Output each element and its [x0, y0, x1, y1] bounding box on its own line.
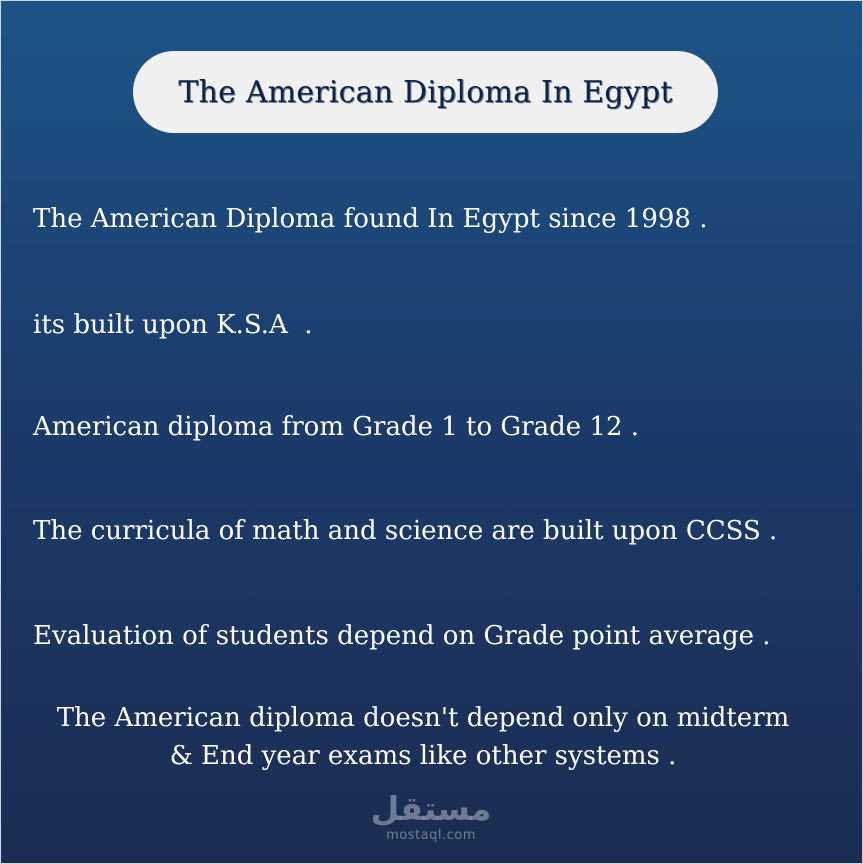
fact-line-5: Evaluation of students depend on Grade point average . [33, 621, 771, 651]
closing-line-1: The American diploma doesn't depend only on midterm [56, 703, 790, 733]
fact-line-3: American diploma from Grade 1 to Grade 12 . [33, 412, 640, 442]
watermark-url: mostaql.com [386, 828, 476, 843]
closing-paragraph [33, 699, 813, 775]
page-title: The American Diploma In Egypt [178, 74, 673, 110]
fact-line-1: The American Diploma found In Egypt since 1998 . [33, 204, 708, 234]
mostaql-watermark [360, 790, 502, 852]
fact-line-4: The curricula of math and science are built upon CCSS . [33, 516, 778, 546]
title-banner [133, 51, 718, 133]
closing-line-2: & End year exams like other systems . [169, 741, 677, 771]
fact-line-2: its built upon K.S.A . [33, 310, 313, 340]
watermark-logo: مستقل [370, 789, 492, 828]
